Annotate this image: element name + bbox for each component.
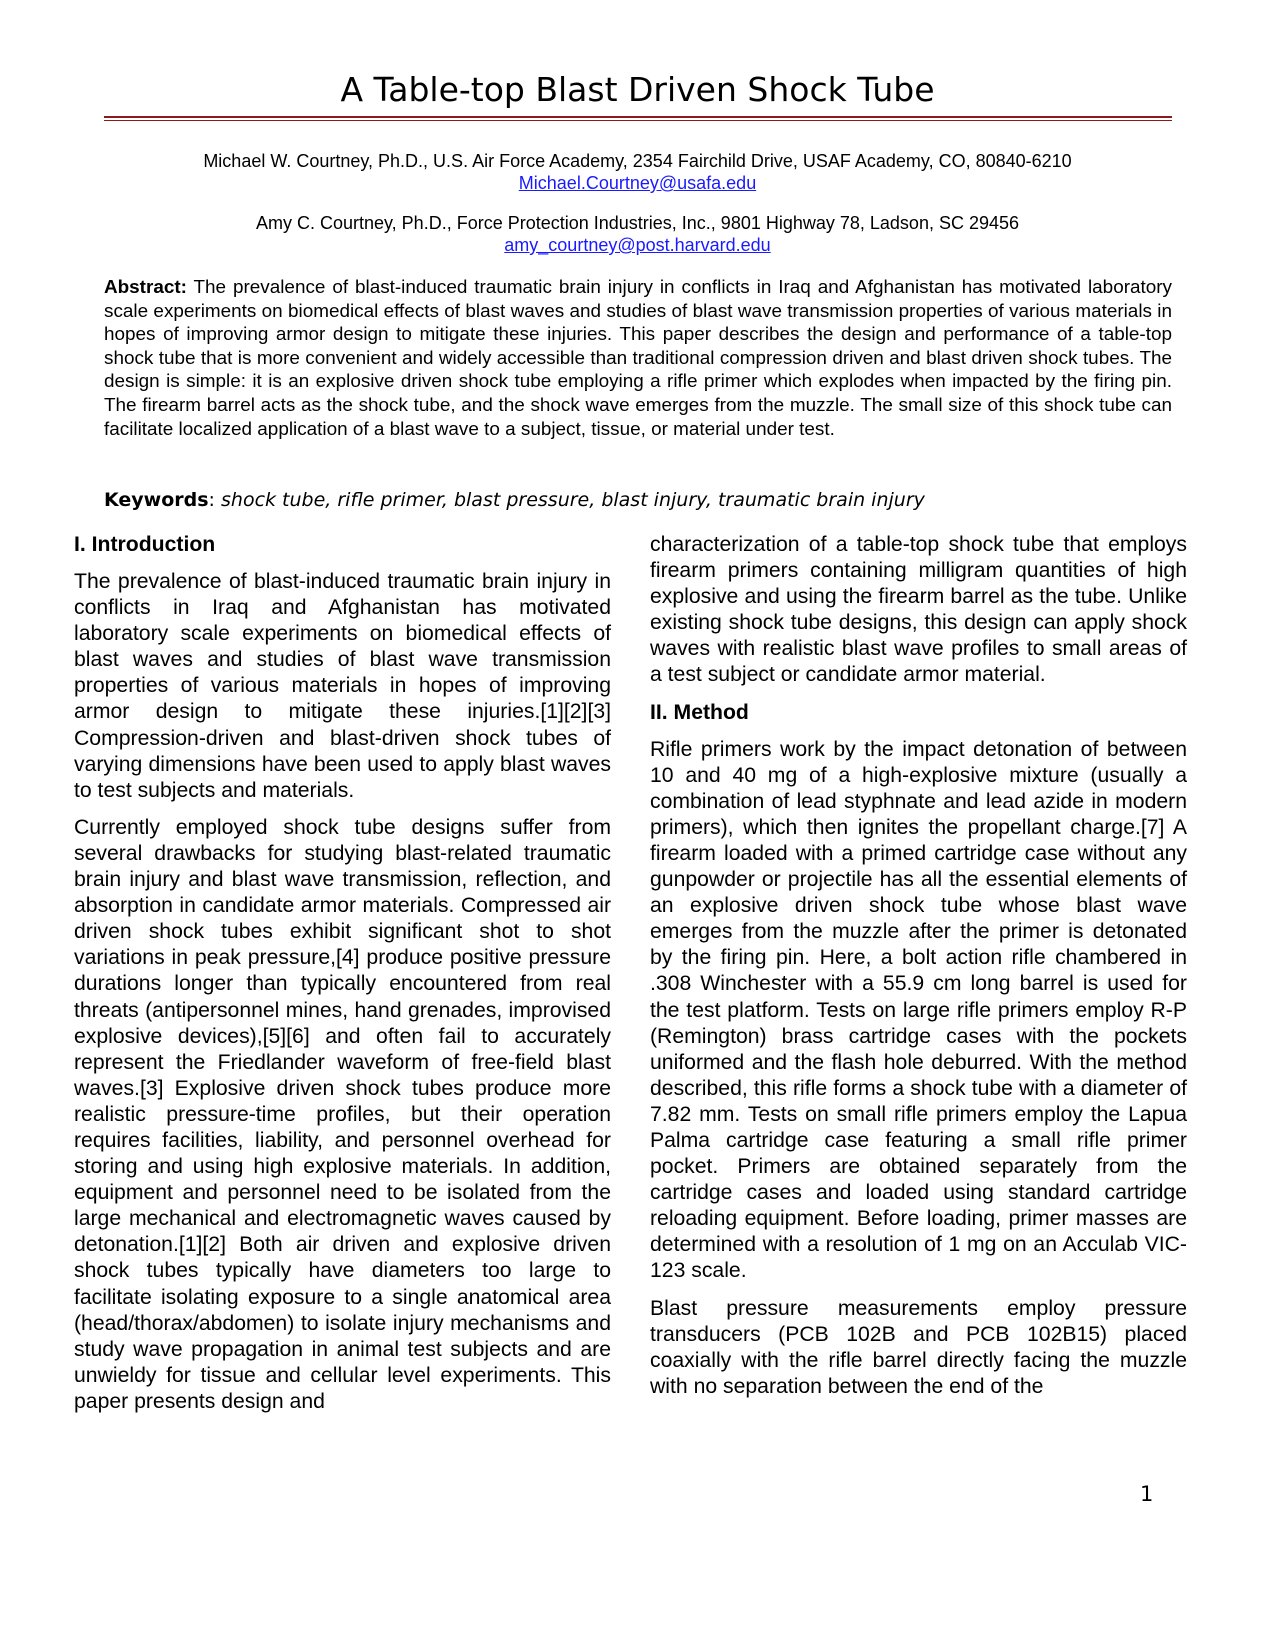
left-column xyxy=(74,532,611,1426)
keywords: Keywords: shock tube, rifle primer, blast pressure, blast injury, traumatic brain injury xyxy=(104,489,925,511)
page-number: 1 xyxy=(1140,1482,1154,1506)
abstract xyxy=(104,276,1172,441)
intro-paragraph-1: The prevalence of blast-induced traumatic brain injury in conflicts in Iraq and Afghanistan has motivated laboratory scale experiments on biomedical effects of blast waves and studies of blast wave transmission properties of various materials in hopes of improving armor design to mitigate these injuries.[1][2][3] Compression-driven and blast-driven shock tubes of varying dimensions have been used to apply blast waves to test subjects and materials. xyxy=(74,570,611,802)
author-2-email-link[interactable]: amy_courtney@post.harvard.edu xyxy=(504,235,771,255)
right-column xyxy=(650,532,1187,1411)
keywords-label: Keywords xyxy=(104,489,209,511)
section-heading-introduction: I. Introduction xyxy=(74,533,216,556)
author-1-affiliation: Michael W. Courtney, Ph.D., U.S. Air Force Academy, 2354 Fairchild Drive, USAF Academy, CO, 80840-6210 xyxy=(203,151,1072,171)
abstract-text: The prevalence of blast-induced traumatic brain injury in conflicts in Iraq and Afghanistan has motivated laboratory scale experiments on biomedical effects of blast waves and studies of blast wave transmission properties of various materials in hopes of improving armor design to mitigate these injuries. This paper describes the design and performance of a table-top shock tube that is more convenient and widely accessible than traditional compression driven and blast driven shock tubes. The design is simple: it is an explosive driven shock tube employing a rifle primer which explodes when impacted by the firing pin. The firearm barrel acts as the shock tube, and the shock wave emerges from the muzzle. The small size of this shock tube can facilitate localized application of a blast wave to a subject, tissue, or material under test. xyxy=(104,277,1172,440)
author-1-email-link[interactable]: Michael.Courtney@usafa.edu xyxy=(518,173,757,193)
paper-title: A Table-top Blast Driven Shock Tube xyxy=(340,70,935,109)
keywords-text: shock tube, rifle primer, blast pressure, blast injury, traumatic brain injury xyxy=(221,489,925,511)
author-1 xyxy=(100,150,1175,194)
method-paragraph-1: Rifle primers work by the impact detonation of between 10 and 40 mg of a high-explosive mixture (usually a combination of lead styphnate and lead azide in modern primers), which then ignites the propellant charge.[7] A firearm loaded with a primed cartridge case without any gunpowder or projectile has all the essential elements of an explosive driven shock tube whose blast wave emerges from the muzzle after the primer is detonated by the firing pin. Here, a bolt action rifle chambered in .308 Winchester with a 55.9 cm long barrel is used for the test platform. Tests on large rifle primers employ R-P (Remington) brass cartridge cases with the pockets uniformed and the flash hole deburred. With the method described, this rifle forms a shock tube with a diameter of 7.82 mm. Tests on small rifle primers employ the Lapua Palma cartridge case featuring a small rifle primer pocket. Primers are obtained separately from the cartridge cases and loaded using standard cartridge reloading equipment. Before loading, primer masses are determined with a resolution of 1 mg on an Acculab VIC-123 scale. xyxy=(650,737,1187,1283)
intro-paragraph-2: Currently employed shock tube designs suffer from several drawbacks for studying blast-related traumatic brain injury and blast wave transmission, reflection, and absorption in candidate armor materials. Compressed air driven shock tubes exhibit significant shot to shot variations in peak pressure,[4] produce positive pressure durations longer than typically encountered from real threats (antipersonnel mines, hand grenades, improvised explosive devices),[5][6] and often fail to accurately represent the Friedlander waveform of free-field blast waves.[3] Explosive driven shock tubes produce more realistic pressure-time profiles, but their operation requires facilities, liability, and personnel overhead for storing and using high explosive materials. In addition, equipment and personnel need to be isolated from the large mechanical and electromagnetic waves caused by detonation.[1][2] Both air driven and explosive driven shock tubes typically have diameters too large to facilitate isolating exposure to a single anatomical area (head/thorax/abdomen) to isolate injury mechanisms and study wave propagation in animal test subjects and are unwieldy for tissue and cellular level experiments. This paper presents design and xyxy=(74,815,611,1413)
title-rule-thin xyxy=(104,120,1172,121)
abstract-label: Abstract: xyxy=(104,277,187,298)
author-list xyxy=(100,150,1175,274)
title-rule-thick xyxy=(104,116,1172,118)
method-paragraph-2: Blast pressure measurements employ pressure transducers (PCB 102B and PCB 102B15) placed coaxially with the rifle barrel directly facing the muzzle with no separation between the end of the xyxy=(650,1296,1187,1398)
author-2 xyxy=(100,212,1175,256)
section-heading-method: II. Method xyxy=(650,700,749,724)
author-2-affiliation: Amy C. Courtney, Ph.D., Force Protection Industries, Inc., 9801 Highway 78, Ladson, SC 29456 xyxy=(255,213,1020,233)
intro-paragraph-2-continued: characterization of a table-top shock tube that employs firearm primers containing milligram quantities of high explosive and using the firearm barrel as the tube. Unlike existing shock tube designs, this design can apply shock waves with realistic blast wave profiles to small areas of a test subject or candidate armor material. xyxy=(650,533,1187,687)
